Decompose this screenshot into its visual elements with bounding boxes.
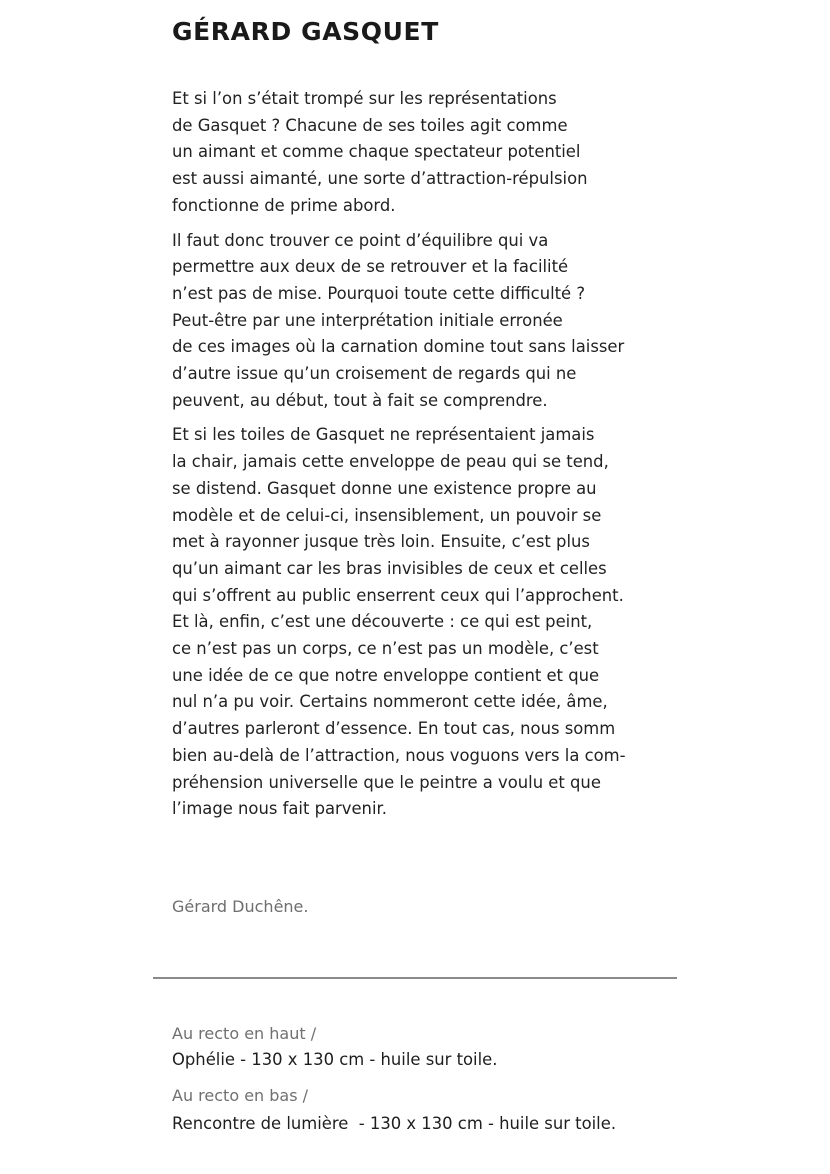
author-signature: Gérard Duchêne. [172,897,309,916]
text-line: d’autres parleront d’essence. En tout cas, nous somm [172,719,616,739]
text-line: Et là, enfin, c’est une découverte : ce qui est peint, [172,612,593,632]
article-body [172,86,682,831]
text-line: met à rayonner jusque très loin. Ensuite, c’est plus [172,532,590,552]
caption-text-top: Ophélie - 130 x 130 cm - huile sur toile. [172,1050,498,1069]
section-divider [153,977,677,979]
text-line: n’est pas de mise. Pourquoi toute cette difficulté ? [172,283,586,303]
text-line: se distend. Gasquet donne une existence propre au [172,478,597,498]
text-line: peuvent, au début, tout à fait se comprendre. [172,390,548,410]
text-line: ce n’est pas un corps, ce n’est pas un modèle, c’est [172,639,599,659]
text-line: qui s’offrent au public enserrent ceux qui l’approchent. [172,585,624,605]
text-line: est aussi aimanté, une sorte d’attraction-répulsion [172,169,588,189]
text-line: l’image nous fait parvenir. [172,799,387,819]
text-line: fonctionne de prime abord. [172,195,396,215]
paragraph-2 [172,228,682,415]
text-line: un aimant et comme chaque spectateur potentiel [172,142,581,162]
text-line: qu’un aimant car les bras invisibles de ceux et celles [172,558,607,578]
caption-label-bottom: Au recto en bas / [172,1086,309,1105]
text-line: d’autre issue qu’un croisement de regards qui ne [172,364,577,384]
text-line: Peut-être par une interprétation initiale erronée [172,310,563,330]
text-line: Et si les toiles de Gasquet ne représentaient jamais [172,425,595,445]
text-line: de ces images où la carnation domine tout sans laisser [172,337,625,357]
text-line: permettre aux deux de se retrouver et la facilité [172,257,569,277]
paragraph-1 [172,86,682,220]
text-line: Et si l’on s’était trompé sur les représentations [172,89,557,108]
page-title: GÉRARD GASQUET [172,17,439,46]
text-line: bien au-delà de l’attraction, nous voguons vers la com- [172,745,626,765]
text-line: Il faut donc trouver ce point d’équilibre qui va [172,230,549,250]
text-line: modèle et de celui-ci, insensiblement, un pouvoir se [172,505,602,525]
text-line: une idée de ce que notre enveloppe contient et que [172,665,600,685]
text-line: la chair, jamais cette enveloppe de peau qui se tend, [172,452,609,472]
caption-text-bottom: Rencontre de lumière - 130 x 130 cm - huile sur toile. [172,1114,617,1133]
paragraph-3 [172,422,682,823]
text-line: de Gasquet ? Chacune de ses toiles agit comme [172,115,568,135]
text-line: nul n’a pu voir. Certains nommeront cette idée, âme, [172,692,608,712]
text-line: préhension universelle que le peintre a voulu et que [172,772,601,792]
caption-label-top: Au recto en haut / [172,1024,317,1043]
